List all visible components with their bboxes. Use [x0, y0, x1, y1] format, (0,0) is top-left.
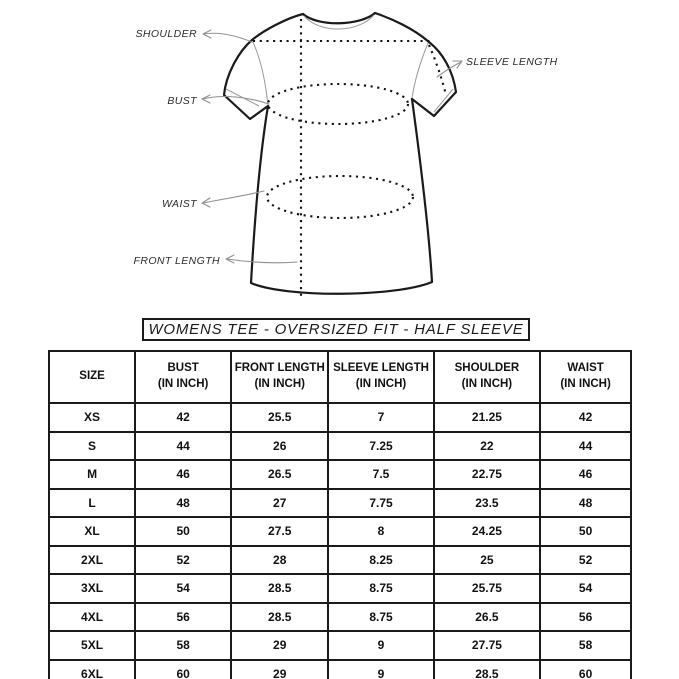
measurement-cell: 50 — [540, 517, 631, 546]
measurement-cell: 22.75 — [434, 460, 541, 489]
table-row — [49, 631, 631, 660]
measurement-cell: 28.5 — [231, 603, 328, 632]
size-cell: M — [49, 460, 135, 489]
table-row — [49, 432, 631, 461]
measurement-cell: 52 — [135, 546, 231, 575]
column-header: BUST (IN INCH) — [135, 351, 231, 403]
sleeve-length-dotted-line — [429, 45, 446, 95]
size-cell: 6XL — [49, 660, 135, 679]
tshirt-outline — [224, 13, 456, 294]
measurement-cell: 25.5 — [231, 403, 328, 432]
measurement-cell: 54 — [135, 574, 231, 603]
measurement-cell: 8.75 — [328, 603, 433, 632]
size-table — [48, 350, 632, 679]
waist-dotted-ellipse — [267, 176, 413, 218]
size-cell: XS — [49, 403, 135, 432]
measurement-cell: 58 — [135, 631, 231, 660]
table-row — [49, 574, 631, 603]
measurement-cell: 56 — [540, 603, 631, 632]
measurement-cell: 28.5 — [434, 660, 541, 679]
measurement-cell: 50 — [135, 517, 231, 546]
measurement-cell: 27 — [231, 489, 328, 518]
bust-dotted-ellipse — [268, 84, 408, 124]
measurement-cell: 8.75 — [328, 574, 433, 603]
measurement-cell: 7.75 — [328, 489, 433, 518]
front-length-label: FRONT LENGTH — [133, 255, 220, 267]
size-table-container — [48, 350, 632, 679]
measurement-cell: 56 — [135, 603, 231, 632]
leader-arrows — [202, 30, 462, 263]
measurement-cell: 44 — [540, 432, 631, 461]
measurement-cell: 29 — [231, 660, 328, 679]
measurement-cell: 27.75 — [434, 631, 541, 660]
measurement-cell: 23.5 — [434, 489, 541, 518]
column-header: SHOULDER (IN INCH) — [434, 351, 541, 403]
waist-label: WAIST — [161, 198, 197, 210]
table-row — [49, 403, 631, 432]
column-header: WAIST (IN INCH) — [540, 351, 631, 403]
size-cell: 3XL — [49, 574, 135, 603]
measurement-cell: 7 — [328, 403, 433, 432]
measurement-cell: 54 — [540, 574, 631, 603]
measurement-cell: 7.5 — [328, 460, 433, 489]
sleeve-length-label: SLEEVE LENGTH — [466, 56, 558, 68]
size-cell: S — [49, 432, 135, 461]
measurement-cell: 29 — [231, 631, 328, 660]
arrowhead — [453, 61, 462, 68]
measurement-cell: 26 — [231, 432, 328, 461]
table-row — [49, 517, 631, 546]
measurement-dotted-lines — [253, 19, 446, 297]
column-header: SLEEVE LENGTH (IN INCH) — [328, 351, 433, 403]
measurement-cell: 28 — [231, 546, 328, 575]
measurement-cell: 8 — [328, 517, 433, 546]
measurement-cell: 21.25 — [434, 403, 541, 432]
measurement-cell: 25 — [434, 546, 541, 575]
table-row — [49, 460, 631, 489]
column-header: SIZE — [49, 351, 135, 403]
shoulder-label: SHOULDER — [135, 28, 197, 40]
measurement-cell: 7.25 — [328, 432, 433, 461]
size-cell: 4XL — [49, 603, 135, 632]
measurement-cell: 8.25 — [328, 546, 433, 575]
chart-title: WOMENS TEE - OVERSIZED FIT - HALF SLEEVE — [148, 321, 524, 338]
measurement-cell: 46 — [135, 460, 231, 489]
measurement-cell: 52 — [540, 546, 631, 575]
measurement-cell: 46 — [540, 460, 631, 489]
measurement-cell: 60 — [540, 660, 631, 679]
measurement-cell: 42 — [135, 403, 231, 432]
tshirt-measurement-diagram — [0, 0, 679, 314]
measurement-cell: 25.75 — [434, 574, 541, 603]
measurement-cell: 60 — [135, 660, 231, 679]
table-body — [49, 403, 631, 679]
measurement-cell: 22 — [434, 432, 541, 461]
measurement-cell: 44 — [135, 432, 231, 461]
measurement-cell: 58 — [540, 631, 631, 660]
measurement-cell: 27.5 — [231, 517, 328, 546]
bust-label: BUST — [167, 95, 197, 107]
size-cell: L — [49, 489, 135, 518]
measurement-cell: 48 — [135, 489, 231, 518]
table-row — [49, 660, 631, 679]
measurement-cell: 24.25 — [434, 517, 541, 546]
chart-title-box — [142, 318, 530, 341]
size-cell: XL — [49, 517, 135, 546]
arrowhead — [202, 95, 210, 103]
size-cell: 5XL — [49, 631, 135, 660]
table-header-row — [49, 351, 631, 403]
table-row — [49, 603, 631, 632]
measurement-cell: 9 — [328, 660, 433, 679]
table-row — [49, 546, 631, 575]
measurement-cell: 26.5 — [434, 603, 541, 632]
measurement-cell: 28.5 — [231, 574, 328, 603]
measurement-cell: 48 — [540, 489, 631, 518]
table-row — [49, 489, 631, 518]
measurement-cell: 42 — [540, 403, 631, 432]
tshirt-seams — [226, 15, 453, 112]
measurement-cell: 9 — [328, 631, 433, 660]
size-cell: 2XL — [49, 546, 135, 575]
measurement-cell: 26.5 — [231, 460, 328, 489]
column-header: FRONT LENGTH (IN INCH) — [231, 351, 328, 403]
